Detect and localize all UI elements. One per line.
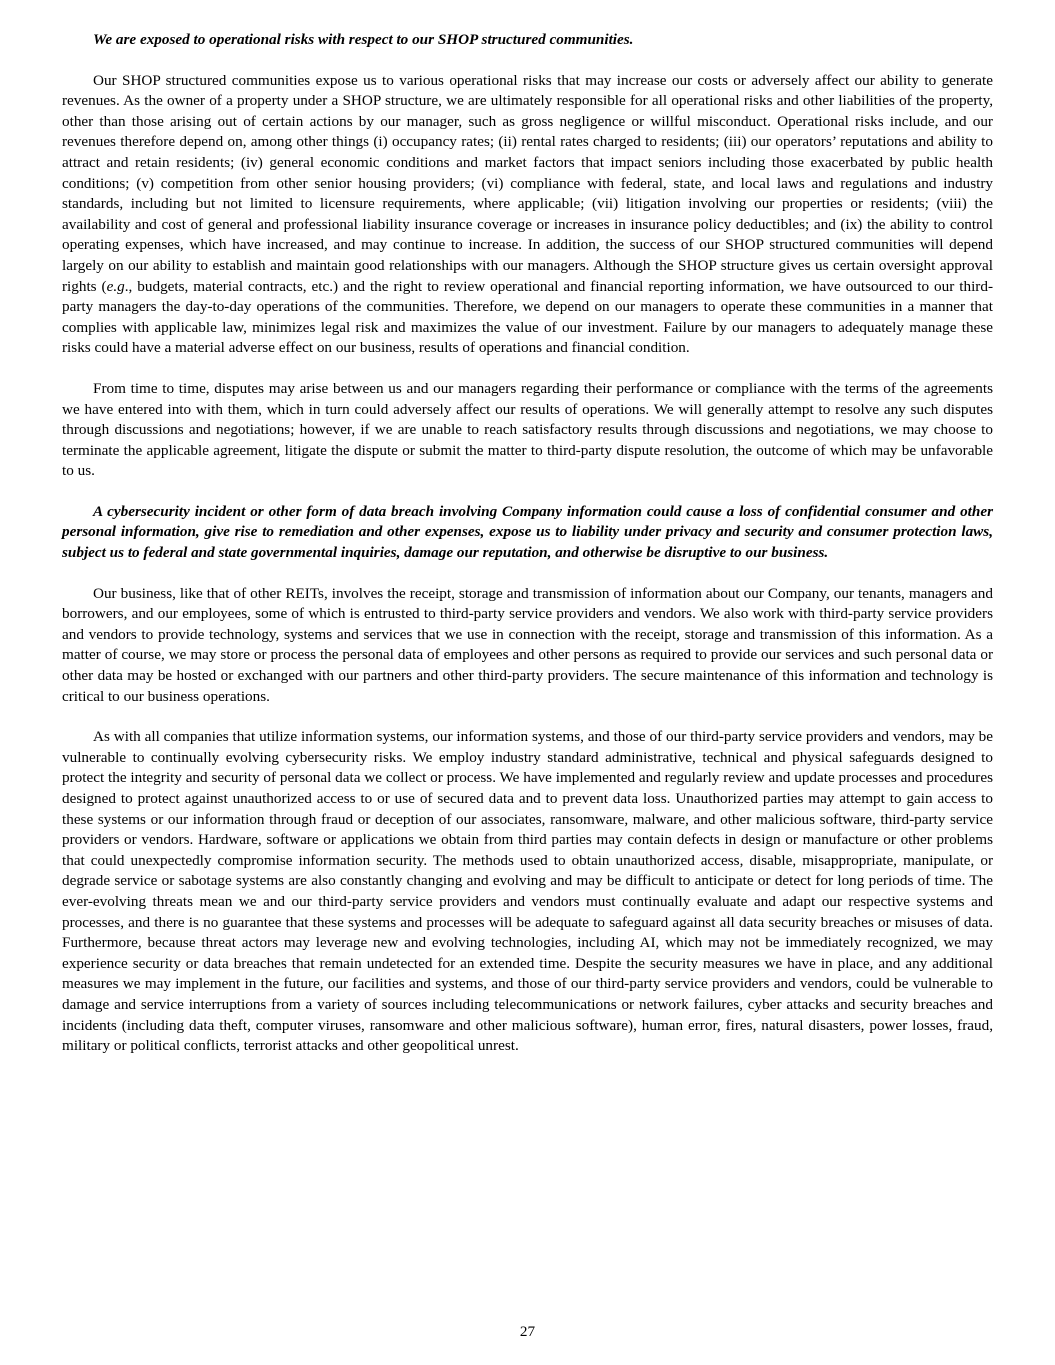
paragraph-shop-operational-risks bbox=[62, 71, 993, 359]
document-page bbox=[62, 30, 993, 1077]
paragraph-information-handling: Our business, like that of other REITs, involves the receipt, storage and transmission of information about our Company, our tenants, managers and borrowers, and our employees, some of which is entrusted to third-party service providers and vendors. We also work with third-party service providers and vendors to provide technology, systems and services that we use in connection with the receipt, storage and transmission of this information. As a matter of course, we may store or process the personal data of employees and other persons as required to provide our services and such personal data or other data may be hosted or exchanged with our partners and other third-party providers. The secure maintenance of this information and technology is critical to our business operations. bbox=[62, 584, 993, 705]
page-number: 27 bbox=[519, 1323, 536, 1340]
risk-heading-shop-operational: We are exposed to operational risks with respect to our SHOP structured communities. bbox=[93, 31, 634, 48]
paragraph-text: Our SHOP structured communities expose us to various operational risks that may increase our costs or adversely affect our ability to generate revenues. As the owner of a property under a SHOP structure, we are ultimately responsible for all operational risks and other liabilities of the property, other than those arising out of certain actions by our manager, such as gross negligence or willful misconduct. Operational risks include, and our revenues therefore depend on, among other things (i) occupancy rates; (ii) rental rates charged to residents; (iii) our operators’ reputations and ability to attract and retain residents; (iv) general economic conditions and market factors that impact seniors including those exacerbated by public health conditions; (v) competition from other senior housing providers; (vi) compliance with federal, state, and local laws and regulations and industry standards, including but not limited to licensure requirements, where applicable; (vii) litigation involving our properties or residents; (viii) the availability and cost of general and professional liability insurance coverage or increases in insurance policy deductibles; and (ix) the ability to control operating expenses, which have increased, and may continue to increase. In addition, the success of our SHOP structured communities will depend largely on our ability to establish and maintain good relationships with our managers. Although the SHOP structure gives us certain oversight approval rights ( bbox=[62, 71, 993, 295]
eg-abbreviation: e.g bbox=[106, 277, 125, 295]
paragraph-manager-disputes: From time to time, disputes may arise between us and our managers regarding their performance or compliance with the terms of the agreements we have entered into with them, which in turn could adversely affect our results of operations. We will generally attempt to resolve any such disputes through discussions and negotiations; however, if we are unable to reach satisfactory results through discussions and negotiations, we may choose to terminate the applicable agreement, litigate the dispute or submit the matter to third-party dispute resolution, the outcome of which may be unfavorable to us. bbox=[62, 379, 993, 480]
paragraph-text: ., budgets, material contracts, etc.) and the right to review operational and financial reporting information, we have outsourced to our third-party managers the day-to-day operations of the communities. Therefore, we depend on our managers to operate these communities in a manner that complies with applicable law, minimizes legal risk and maximizes the value of our investment. Failure by our managers to adequately manage these risks could have a material adverse effect on our business, results of operations and financial condition. bbox=[62, 277, 993, 357]
paragraph-cybersecurity-risks: As with all companies that utilize information systems, our information systems, and those of our third-party service providers and vendors, may be vulnerable to continually evolving cybersecurity risks. We employ industry standard administrative, technical and physical safeguards designed to protect the integrity and security of personal data we collect or process. We have implemented and regularly review and update processes and procedures designed to protect against unauthorized access to or use of secured data and to prevent data loss. Unauthorized parties may attempt to gain access to these systems or our information through fraud or deception of our associates, ransomware, malware, and other malicious software, third-party service providers or vendors. Hardware, software or applications we obtain from third parties may contain defects in design or manufacture or other problems that could unexpectedly compromise information security. The methods used to obtain unauthorized access, disable, misappropriate, manipulate, or degrade service or sabotage systems are also constantly changing and evolving and may be difficult to anticipate or detect for long periods of time. The ever-evolving threats mean we and our third-party service providers and vendors must continually evaluate and adapt our respective systems and processes, and there is no guarantee that these systems and processes will be adequate to safeguard against all data security breaches or misuses of data. Furthermore, because threat actors may leverage new and evolving technologies, including AI, which may not be immediately recognized, we may experience security or data breaches that remain undetected for an extended time. Despite the security measures we have in place, and any additional measures we may implement in the future, our facilities and systems, and those of our third-party service providers and vendors, could be vulnerable to damage and service interruptions from a variety of sources including telecommunications or network failures, cyber attacks and security breaches and incidents (including data theft, computer viruses, ransomware and other malicious software), human error, fires, natural disasters, power losses, fraud, military or political conflicts, terrorist attacks and other geopolitical unrest. bbox=[62, 728, 993, 1055]
risk-heading-cybersecurity: A cybersecurity incident or other form of data breach involving Company information could cause a loss of confidential consumer and other personal information, give rise to remediation and other expenses, expose us to liability under privacy and security and consumer protection laws, subject us to federal and state governmental inquiries, damage our reputation, and otherwise be disruptive to our business. bbox=[62, 502, 993, 562]
